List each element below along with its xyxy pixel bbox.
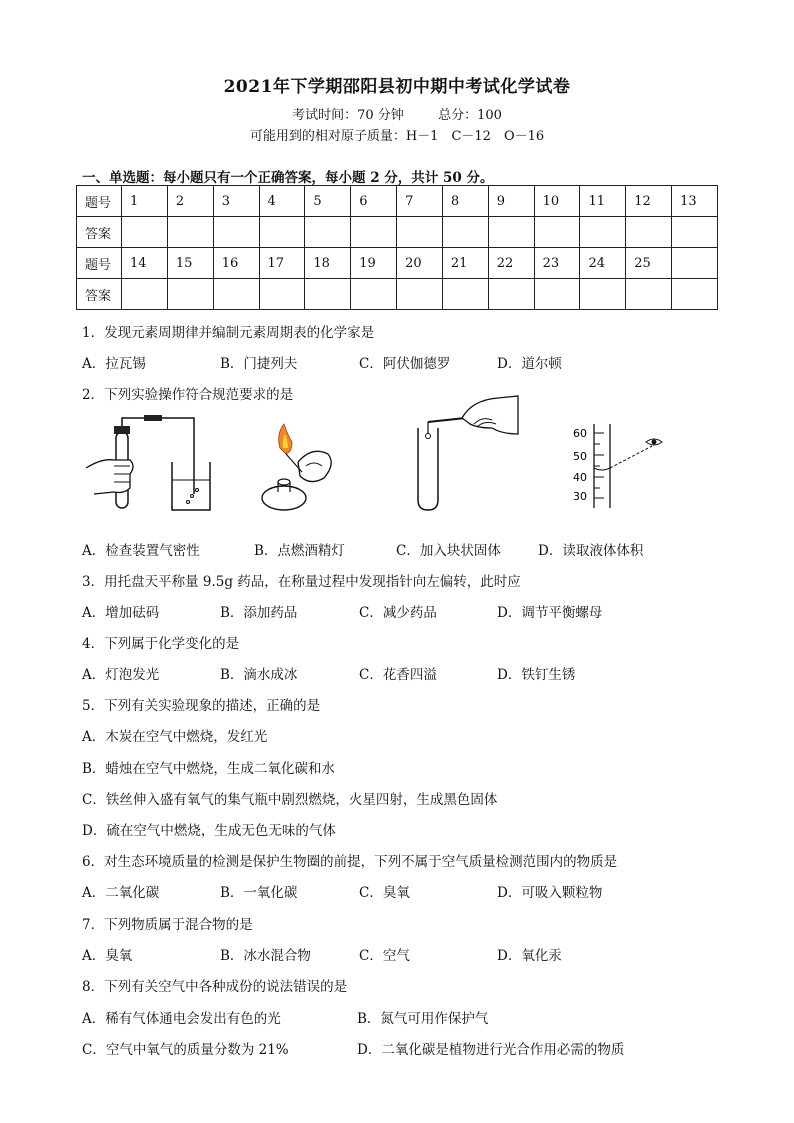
alcohol-lamp-figure: [250, 416, 350, 516]
question-number-cell: 7: [397, 186, 443, 217]
answer-cell[interactable]: [580, 279, 626, 310]
question-number-cell: 20: [397, 248, 443, 279]
scale-label-60: 60: [573, 427, 587, 440]
answer-cell[interactable]: [672, 217, 718, 248]
answer-cell[interactable]: [580, 217, 626, 248]
question-number-cell: 5: [305, 186, 351, 217]
question-3-option-b[interactable]: B．添加药品: [220, 605, 298, 621]
scale-label-50: 50: [573, 450, 587, 463]
question-6-option-b[interactable]: B．一氧化碳: [220, 885, 298, 901]
answer-cell[interactable]: [122, 217, 168, 248]
add-solid-figure: [412, 394, 522, 514]
question-number-cell: 22: [488, 248, 534, 279]
exam-title: 2021年下学期邵阳县初中期中考试化学试卷: [223, 77, 571, 97]
question-number-cell: 1: [122, 186, 168, 217]
answer-cell[interactable]: [672, 279, 718, 310]
answer-cell[interactable]: [259, 279, 305, 310]
question-number-cell: 3: [213, 186, 259, 217]
question-7-stem: 7．下列物质属于混合物的是: [82, 917, 253, 933]
question-6-option-c[interactable]: C．臭氧: [359, 885, 410, 901]
question-number-cell: 15: [167, 248, 213, 279]
answer-cell[interactable]: [167, 279, 213, 310]
answer-cell[interactable]: [534, 279, 580, 310]
answer-cell[interactable]: [259, 217, 305, 248]
question-8-option-a[interactable]: A．稀有气体通电会发出有色的光: [82, 1011, 281, 1027]
answer-cell[interactable]: [305, 217, 351, 248]
scale-label-30: 30: [573, 490, 587, 503]
question-4-option-a[interactable]: A．灯泡发光: [82, 667, 160, 683]
question-3-option-a[interactable]: A．增加砝码: [82, 605, 160, 621]
question-number-cell: 12: [626, 186, 672, 217]
question-7-option-d[interactable]: D．氧化汞: [497, 948, 562, 964]
question-7-option-c[interactable]: C．空气: [359, 948, 410, 964]
answer-cell[interactable]: [626, 217, 672, 248]
question-1-option-d[interactable]: D．道尔顿: [497, 356, 562, 372]
question-number-cell: 21: [442, 248, 488, 279]
answer-cell[interactable]: [397, 279, 443, 310]
question-number-cell: 17: [259, 248, 305, 279]
row-label: 答案: [77, 279, 122, 310]
question-number-cell: 4: [259, 186, 305, 217]
question-1-option-a[interactable]: A．拉瓦锡: [82, 356, 146, 372]
question-8-stem: 8．下列有关空气中各种成份的说法错误的是: [82, 979, 348, 995]
question-3-stem: 3．用托盘天平称量 9.5g 药品，在称量过程中发现指针向左偏转，此时应: [82, 574, 521, 590]
answer-cell[interactable]: [305, 279, 351, 310]
question-number-cell: 13: [672, 186, 718, 217]
question-7-option-b[interactable]: B．冰水混合物: [220, 948, 311, 964]
question-1-option-c[interactable]: C．阿伏伽德罗: [359, 356, 451, 372]
question-4-option-d[interactable]: D．铁钉生锈: [497, 667, 576, 683]
question-4-option-c[interactable]: C．花香四溢: [359, 667, 437, 683]
answer-table: [76, 185, 718, 310]
answer-cell[interactable]: [442, 217, 488, 248]
table-row: [77, 186, 718, 217]
question-number-cell: 6: [351, 186, 397, 217]
table-row: [77, 217, 718, 248]
answer-cell[interactable]: [534, 217, 580, 248]
exam-info: [0, 104, 794, 123]
question-3-option-c[interactable]: C．减少药品: [359, 605, 437, 621]
question-5-stem: 5．下列有关实验现象的描述，正确的是: [82, 698, 321, 714]
airtightness-check-figure: [84, 414, 214, 514]
total-score: 总分：100: [438, 108, 502, 123]
answer-cell[interactable]: [213, 279, 259, 310]
question-number-cell: 19: [351, 248, 397, 279]
question-number-cell: 2: [167, 186, 213, 217]
question-4-option-b[interactable]: B．滴水成冰: [220, 667, 298, 683]
question-number-cell: 14: [122, 248, 168, 279]
question-number-cell: 10: [534, 186, 580, 217]
question-number-cell: [672, 248, 718, 279]
answer-cell[interactable]: [213, 217, 259, 248]
question-number-cell: 8: [442, 186, 488, 217]
question-2-option-a[interactable]: A．检查装置气密性: [82, 543, 200, 559]
graduated-cylinder-figure: [566, 422, 686, 510]
answer-cell[interactable]: [167, 217, 213, 248]
answer-cell[interactable]: [488, 217, 534, 248]
question-5-option-b[interactable]: B．蜡烛在空气中燃烧，生成二氧化碳和水: [82, 761, 335, 777]
question-number-cell: 25: [626, 248, 672, 279]
section-heading: 一、单选题：每小题只有一个正确答案，每小题 2 分，共计 50 分。: [82, 170, 494, 186]
question-2-option-b[interactable]: B．点燃酒精灯: [254, 543, 345, 559]
question-3-option-d[interactable]: D．调节平衡螺母: [497, 605, 603, 621]
question-number-cell: 23: [534, 248, 580, 279]
answer-cell[interactable]: [442, 279, 488, 310]
question-5-option-a[interactable]: A．木炭在空气中燃烧，发红光: [82, 729, 268, 745]
question-number-cell: 11: [580, 186, 626, 217]
row-label: 答案: [77, 217, 122, 248]
row-label: 题号: [77, 248, 122, 279]
question-number-cell: 16: [213, 248, 259, 279]
answer-cell[interactable]: [488, 279, 534, 310]
question-number-cell: 24: [580, 248, 626, 279]
question-6-option-d[interactable]: D．可吸入颗粒物: [497, 885, 603, 901]
question-1-stem: 1．发现元素周期律并编制元素周期表的化学家是: [82, 325, 375, 341]
question-2-option-c[interactable]: C．加入块状固体: [396, 543, 501, 559]
exam-time: 考试时间：70 分钟: [292, 108, 404, 123]
answer-cell[interactable]: [351, 217, 397, 248]
question-5-option-c[interactable]: C．铁丝伸入盛有氧气的集气瓶中剧烈燃烧，火星四射，生成黑色固体: [82, 792, 498, 808]
question-4-stem: 4．下列属于化学变化的是: [82, 636, 240, 652]
question-number-cell: 9: [488, 186, 534, 217]
atomic-mass-note: 可能用到的相对原子质量：H－1 C－12 O－16: [249, 129, 545, 144]
question-6-option-a[interactable]: A．二氧化碳: [82, 885, 160, 901]
question-2-stem: 2．下列实验操作符合规范要求的是: [82, 387, 294, 403]
question-8-option-d[interactable]: D．二氧化碳是植物进行光合作用必需的物质: [357, 1042, 625, 1058]
question-8-option-c[interactable]: C．空气中氧气的质量分数为 21%: [82, 1042, 289, 1058]
answer-cell[interactable]: [397, 217, 443, 248]
row-label: 题号: [77, 186, 122, 217]
question-2-option-d[interactable]: D．读取液体体积: [538, 543, 644, 559]
question-5-option-d[interactable]: D．硫在空气中燃烧，生成无色无味的气体: [82, 823, 336, 839]
question-6-stem: 6．对生态环境质量的检测是保护生物圈的前提，下列不属于空气质量检测范围内的物质是: [82, 854, 618, 870]
answer-cell[interactable]: [351, 279, 397, 310]
scale-label-40: 40: [573, 471, 587, 484]
question-1-option-b[interactable]: B．门捷列夫: [220, 356, 298, 372]
question-number-cell: 18: [305, 248, 351, 279]
question-8-option-b[interactable]: B．氮气可用作保护气: [357, 1011, 489, 1027]
question-7-option-a[interactable]: A．臭氧: [82, 948, 133, 964]
table-row: [77, 279, 718, 310]
answer-cell[interactable]: [626, 279, 672, 310]
answer-cell[interactable]: [122, 279, 168, 310]
table-row: [77, 248, 718, 279]
